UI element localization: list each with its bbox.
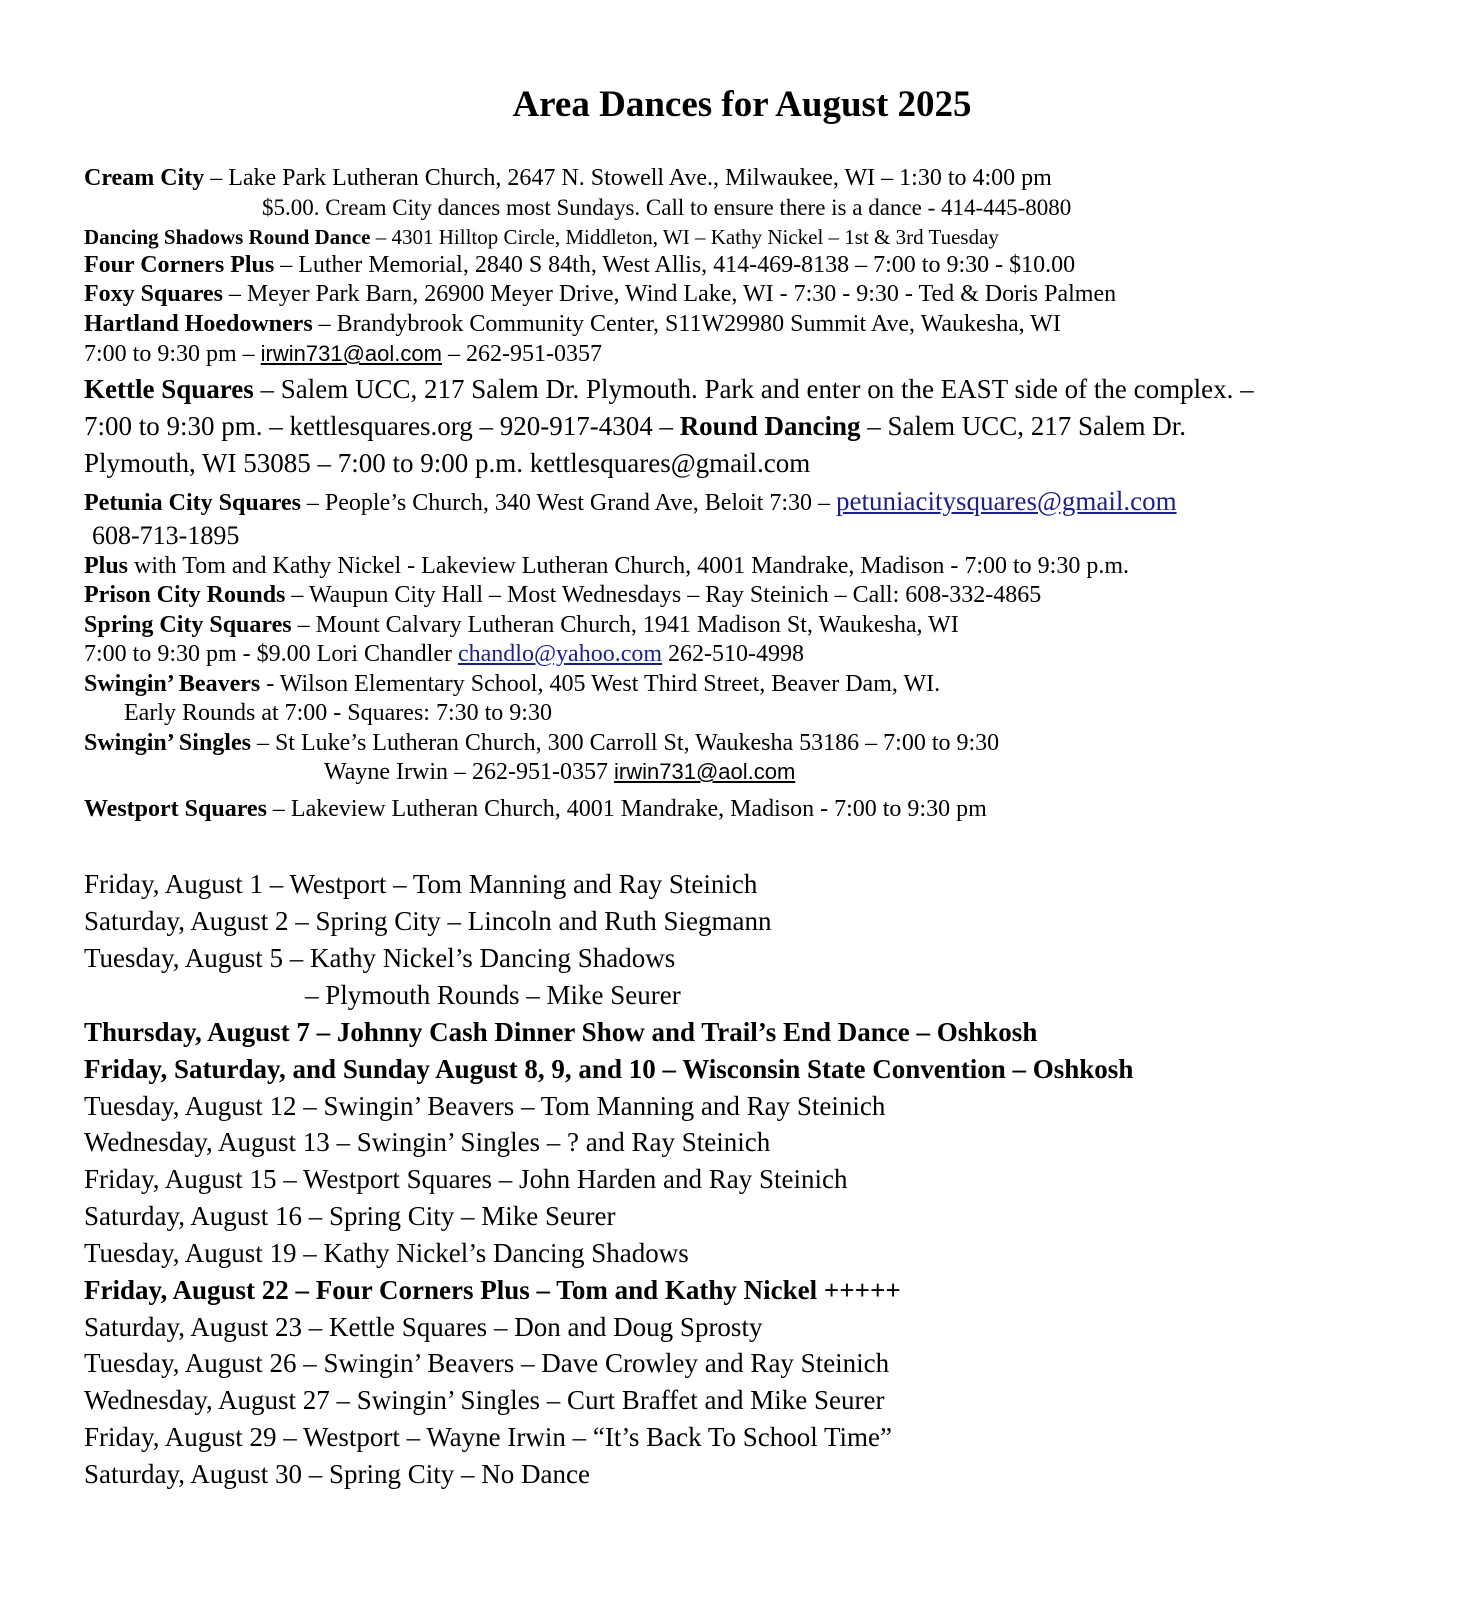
schedule-item: Saturday, August 2 – Spring City – Lincoln and Ruth Siegmann bbox=[84, 906, 772, 936]
email-link[interactable]: petuniacitysquares@gmail.com bbox=[836, 486, 1177, 516]
club-details: – Meyer Park Barn, 26900 Meyer Drive, Wind Lake, WI - 7:30 - 9:30 - Ted & Doris Palmen bbox=[222, 281, 1117, 307]
club-entry-westport bbox=[84, 794, 987, 824]
schedule-item: Friday, August 29 – Westport – Wayne Irwin – “It’s Back To School Time” bbox=[84, 1422, 892, 1452]
club-name: Four Corners Plus bbox=[84, 252, 275, 278]
schedule-item: Tuesday, August 19 – Kathy Nickel’s Dancing Shadows bbox=[84, 1238, 689, 1268]
schedule-item: Friday, August 1 – Westport – Tom Manning and Ray Steinich bbox=[84, 869, 758, 899]
schedule-item: – Plymouth Rounds – Mike Seurer bbox=[305, 980, 681, 1010]
club-entry-cream-city-line2: $5.00. Cream City dances most Sundays. Call to ensure there is a dance - 414-445-8080 bbox=[262, 195, 1072, 220]
club-details: Wayne Irwin – 262-951-0357 bbox=[324, 759, 615, 785]
club-name: Cream City bbox=[84, 165, 205, 191]
club-entry-petunia bbox=[84, 483, 1177, 521]
club-entry-dancing-shadows bbox=[84, 223, 999, 251]
club-name: Westport Squares bbox=[84, 796, 267, 822]
club-details: with Tom and Kathy Nickel - Lakeview Lutheran Church, 4001 Mandrake, Madison - 7:00 to 9:30 p.m. bbox=[128, 553, 1130, 579]
club-details: 7:00 to 9:30 pm - $9.00 Lori Chandler bbox=[84, 641, 458, 667]
club-entry-petunia-phone: 608-713-1895 bbox=[92, 521, 240, 550]
club-details: – Brandybrook Community Center, S11W29980 Summit Ave, Waukesha, WI bbox=[312, 311, 1061, 337]
club-details: – Lake Park Lutheran Church, 2647 N. Stowell Ave., Milwaukee, WI – 1:30 to 4:00 pm bbox=[204, 165, 1052, 191]
club-details: – Mount Calvary Lutheran Church, 1941 Madison St, Waukesha, WI bbox=[291, 612, 959, 638]
club-entry-hartland-line2 bbox=[84, 339, 602, 369]
club-name: Spring City Squares bbox=[84, 612, 292, 638]
club-details: – 4301 Hilltop Circle, Middleton, WI – Kathy Nickel – 1st & 3rd Tuesday bbox=[370, 225, 999, 249]
club-details: - Wilson Elementary School, 405 West Third Street, Beaver Dam, WI. bbox=[260, 671, 941, 697]
club-time: 7:00 to 9:30 pm – bbox=[84, 341, 261, 367]
club-details: – Salem UCC, 217 Salem Dr. Plymouth. Park and enter on the EAST side of the complex. – bbox=[253, 374, 1254, 404]
club-name: Petunia City Squares bbox=[84, 490, 301, 516]
club-entry-swingin-beavers-line2: Early Rounds at 7:00 - Squares: 7:30 to 9:30 bbox=[124, 700, 552, 726]
club-name: Swingin’ Beavers bbox=[84, 671, 261, 697]
club-entry-four-corners bbox=[84, 250, 1075, 280]
email-link[interactable]: irwin731@aol.com bbox=[614, 759, 796, 784]
club-entry-foxy-squares bbox=[84, 279, 1116, 309]
club-details: – Lakeview Lutheran Church, 4001 Mandrake, Madison - 7:00 to 9:30 pm bbox=[266, 796, 987, 822]
club-entry-spring-city bbox=[84, 610, 959, 640]
club-entry-kettle bbox=[84, 371, 1254, 407]
email-link[interactable]: irwin731@aol.com bbox=[260, 341, 442, 366]
club-name: Kettle Squares bbox=[84, 374, 254, 404]
schedule-item: Saturday, August 30 – Spring City – No Dance bbox=[84, 1459, 590, 1489]
club-entry-swingin-singles-line2 bbox=[324, 757, 795, 787]
club-name: Swingin’ Singles bbox=[84, 730, 251, 756]
club-name: Foxy Squares bbox=[84, 281, 223, 307]
club-details: – St Luke’s Lutheran Church, 300 Carroll St, Waukesha 53186 – 7:00 to 9:30 bbox=[250, 730, 1000, 756]
schedule-item: Wednesday, August 27 – Swingin’ Singles – Curt Braffet and Mike Seurer bbox=[84, 1385, 885, 1415]
schedule-item: Thursday, August 7 – Johnny Cash Dinner Show and Trail’s End Dance – Oshkosh bbox=[84, 1017, 1038, 1047]
club-entry-kettle-line3: Plymouth, WI 53085 – 7:00 to 9:00 p.m. kettlesquares@gmail.com bbox=[84, 448, 811, 478]
club-name: Prison City Rounds bbox=[84, 582, 286, 608]
club-phone: 262-510-4998 bbox=[662, 641, 804, 667]
club-name: Hartland Hoedowners bbox=[84, 311, 313, 337]
club-name: Dancing Shadows Round Dance bbox=[84, 225, 371, 249]
schedule-item: Saturday, August 23 – Kettle Squares – Don and Doug Sprosty bbox=[84, 1312, 763, 1342]
email-link[interactable]: chandlo@yahoo.com bbox=[457, 641, 663, 667]
schedule-item: Saturday, August 16 – Spring City – Mike Seurer bbox=[84, 1201, 616, 1231]
schedule-item: Friday, Saturday, and Sunday August 8, 9, and 10 – Wisconsin State Convention – Oshkosh bbox=[84, 1054, 1134, 1084]
page-title: Area Dances for August 2025 bbox=[512, 84, 972, 125]
club-details: – Luther Memorial, 2840 S 84th, West Allis, 414-469-8138 – 7:00 to 9:30 - $10.00 bbox=[274, 252, 1076, 278]
club-entry-spring-city-line2 bbox=[84, 639, 804, 669]
club-entry-cream-city bbox=[84, 163, 1052, 193]
club-entry-kettle-line2 bbox=[84, 408, 1186, 444]
schedule-item: Tuesday, August 5 – Kathy Nickel’s Dancing Shadows bbox=[84, 943, 676, 973]
club-phone: – 262-951-0357 bbox=[441, 341, 602, 367]
schedule-item: Tuesday, August 26 – Swingin’ Beavers – Dave Crowley and Ray Steinich bbox=[84, 1348, 890, 1378]
club-details: 7:00 to 9:30 pm. – kettlesquares.org – 920-917-4304 – bbox=[84, 411, 680, 441]
club-entry-swingin-singles bbox=[84, 728, 999, 758]
schedule-item: Friday, August 22 – Four Corners Plus – Tom and Kathy Nickel +++++ bbox=[84, 1275, 901, 1305]
club-details: – Salem UCC, 217 Salem Dr. bbox=[860, 411, 1187, 441]
club-entry-prison-city bbox=[84, 580, 1041, 610]
club-entry-swingin-beavers bbox=[84, 669, 940, 699]
club-details: – Waupun City Hall – Most Wednesdays – Ray Steinich – Call: 608-332-4865 bbox=[285, 582, 1042, 608]
schedule-item: Friday, August 15 – Westport Squares – John Harden and Ray Steinich bbox=[84, 1164, 848, 1194]
club-entry-hartland bbox=[84, 309, 1061, 339]
round-dancing-label: Round Dancing bbox=[679, 411, 861, 441]
club-name: Plus bbox=[84, 553, 129, 579]
schedule-item: Tuesday, August 12 – Swingin’ Beavers – Tom Manning and Ray Steinich bbox=[84, 1091, 886, 1121]
club-details: – People’s Church, 340 West Grand Ave, Beloit 7:30 – bbox=[300, 490, 837, 516]
schedule-item: Wednesday, August 13 – Swingin’ Singles – ? and Ray Steinich bbox=[84, 1127, 771, 1157]
club-entry-plus bbox=[84, 551, 1129, 581]
